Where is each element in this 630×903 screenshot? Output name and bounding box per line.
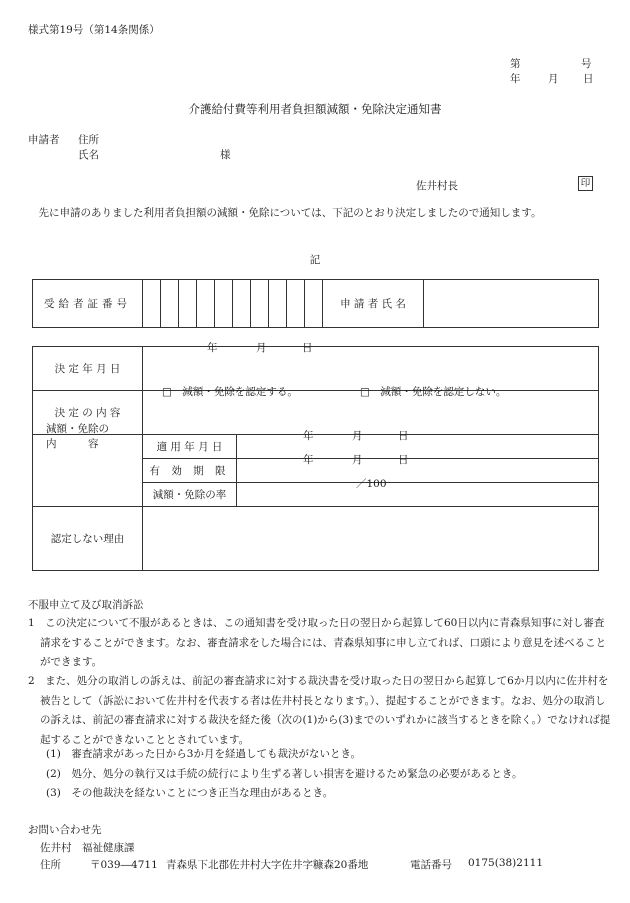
seal-box: 印 <box>578 176 593 191</box>
validity-year: 年 <box>303 454 314 466</box>
reason-label: 認定しない理由 <box>33 507 143 571</box>
decision-content-value <box>143 386 599 435</box>
form-number: 様式第19号（第14条関係） <box>28 24 160 36</box>
cert-digit-cell[interactable] <box>251 280 269 328</box>
contact-heading: お問い合わせ先 <box>28 824 102 836</box>
appeal-heading: 不服申立て及び取消訴訟 <box>28 599 144 611</box>
issue-month: 月 <box>548 73 559 85</box>
apply-year: 年 <box>303 430 314 442</box>
decision-day: 日 <box>302 342 313 354</box>
contact-address: 青森県下北郡佐井村大字佐井字糠森20番地 <box>166 859 369 871</box>
appeal-sub-1: (1) 審査請求があった日から3か月を経過しても裁決がないとき。 <box>46 748 362 760</box>
decision-year: 年 <box>207 342 218 354</box>
document-title: 介護給付費等利用者負担額減額・免除決定通知書 <box>188 102 442 116</box>
issue-day: 日 <box>583 73 594 85</box>
apply-date-value[interactable] <box>237 430 599 459</box>
reduction-label-line1: 減額・免除の <box>46 423 109 435</box>
applicant-label: 申請者 <box>28 134 60 146</box>
rate-suffix: ／100 <box>356 478 387 490</box>
cert-number-label: 受給者証番号 <box>33 280 143 328</box>
decision-date-label: 決 定 年 月 日 <box>33 347 143 391</box>
cert-digit-cell[interactable] <box>233 280 251 328</box>
appeal-item-1: 1 この決定について不服があるときは、この通知書を受け取った日の翌日から起算して60日以内に青森県知事に対し審査請求をすることができます。なお、審査請求をした場合には、青森県知事に申し立てれば、口頭により意見を述べることができます。 <box>28 617 607 668</box>
ki-mark: 記 <box>309 254 321 266</box>
option-approve[interactable]: □ 減額・免除を認定する。 <box>162 386 298 398</box>
rate-label: 減額・免除の率 <box>143 483 237 507</box>
decision-table <box>32 342 599 571</box>
apply-date-label: 適 用 年 月 日 <box>143 435 237 459</box>
cert-digit-cell[interactable] <box>287 280 305 328</box>
cert-digit-cell[interactable] <box>197 280 215 328</box>
reason-value[interactable] <box>143 507 599 571</box>
decision-month: 月 <box>256 342 267 354</box>
cert-digit-cell[interactable] <box>269 280 287 328</box>
issue-no-right: 号 <box>581 58 592 70</box>
address-label: 住所 <box>78 134 99 146</box>
applicant-name-label: 申 請 者 氏 名 <box>323 280 424 328</box>
cert-digit-cell[interactable] <box>215 280 233 328</box>
applicant-name-value[interactable] <box>424 280 599 328</box>
reduction-label-line2: 内 容 <box>46 438 99 450</box>
cert-digit-cell[interactable] <box>179 280 197 328</box>
cert-digit-cell[interactable] <box>161 280 179 328</box>
contact-dept: 佐井村 福祉健康課 <box>40 842 135 854</box>
intro-text: 先に申請のありました利用者負担額の減額・免除については、下記のとおり決定しましたので通知します。 <box>28 207 542 219</box>
option-reject[interactable]: □ 減額・免除を認定しない。 <box>360 386 507 398</box>
appeal-sub-3: (3) その他裁決を経ないことにつき正当な理由があるとき。 <box>46 787 334 799</box>
validity-month: 月 <box>352 454 363 466</box>
appeal-sub-2: (2) 処分、処分の執行又は手続の続行により生ずる著しい損害を避けるため緊急の必要があるとき。 <box>46 768 523 780</box>
cert-digit-cell[interactable] <box>143 280 161 328</box>
appeal-item-2: 2 また、処分の取消しの訴えは、前記の審査請求に対する裁決書を受け取った日の翌日から起算して6か月以内に佐井村を被告として（訴訟において佐井村を代表する者は佐井村長となります。）、提起することができます。なお、処分の取消しの訴えは、前記の審査請求に対する裁決を経た後（次の(1)から(3)までのいずれかに該当するときを除く。）でなければ提起することができないこととされています。 <box>28 675 611 746</box>
contact-phone-label: 電話番号 <box>410 859 452 871</box>
validity-value[interactable] <box>237 454 599 483</box>
decision-content-label: 決 定 の 内 容 <box>33 391 143 435</box>
issue-no-left: 第 <box>510 58 521 70</box>
apply-month: 月 <box>352 430 363 442</box>
contact-address-label: 住所 <box>40 859 61 871</box>
name-label: 氏名 <box>78 149 99 161</box>
rate-value[interactable] <box>237 478 599 507</box>
honorific: 様 <box>220 149 231 161</box>
cert-digit-cell[interactable] <box>305 280 323 328</box>
apply-day: 日 <box>398 430 409 442</box>
contact-phone: 0175(38)2111 <box>468 857 543 869</box>
contact-postal: 〒039―4711 <box>90 859 158 871</box>
validity-label: 有 効 期 限 <box>143 459 237 483</box>
recipient-table <box>32 279 599 328</box>
validity-day: 日 <box>398 454 409 466</box>
issue-year: 年 <box>510 73 521 85</box>
reduction-content-label <box>33 423 143 507</box>
issuer-name: 佐井村長 <box>416 180 458 192</box>
